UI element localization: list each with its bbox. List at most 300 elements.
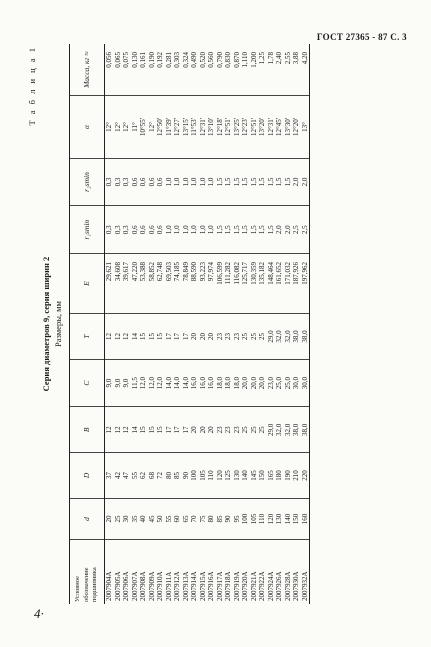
table-cell: 125: [224, 452, 233, 498]
table-cell: 1,5: [215, 205, 224, 253]
table-cell: 2007920A: [240, 570, 249, 601]
table-cell: 2007906A: [121, 570, 130, 601]
table-cell: 25: [258, 313, 267, 359]
table-cell: 65: [181, 498, 190, 539]
col-header-mass: Масса, кг ≈: [69, 44, 104, 96]
table-cell: 12°20': [292, 95, 301, 157]
table-cell: 105: [198, 452, 207, 498]
table-cell: 1,5: [224, 205, 233, 253]
table-cell: 187,926: [292, 253, 301, 313]
table-cell: 2,40: [275, 44, 284, 96]
table-cell: 1,0: [181, 205, 190, 253]
table-cell: 30,0: [292, 359, 301, 407]
table-cell: 165: [266, 452, 275, 498]
table-cell: 2,55: [283, 44, 292, 96]
table-cell: 116,082: [232, 253, 241, 313]
table-cell: 15: [156, 407, 165, 453]
table-cell: 12°31': [266, 95, 275, 157]
table-cell: 38,0: [300, 407, 309, 453]
table-cell: 50: [156, 498, 165, 539]
table-cell: 1,5: [249, 158, 258, 206]
table-cell: 1,0: [173, 158, 182, 206]
table-cell: 16,0: [207, 359, 216, 407]
table-cell: 13°15': [181, 95, 190, 157]
table-cell: 25: [249, 313, 258, 359]
table-header-row: [69, 44, 104, 604]
table-row: [249, 44, 258, 604]
table-cell: 32,0: [283, 313, 292, 359]
table-cell: 0,6: [147, 205, 156, 253]
table-cell: 25: [249, 407, 258, 453]
table-cell: 17: [164, 313, 173, 359]
col-header-T: T: [69, 313, 104, 359]
table-cell: 120: [215, 452, 224, 498]
table-cell: 1,5: [232, 205, 241, 253]
sizes-title: Размеры, мм: [52, 300, 63, 347]
table-cell: 0,3: [122, 205, 131, 253]
table-cell: 72: [156, 452, 165, 498]
table-cell: 2007922A: [257, 570, 266, 601]
table-cell: 12°18': [215, 95, 224, 157]
table-cell: 1,0: [207, 158, 216, 206]
table-cell: 2007904A: [104, 570, 113, 601]
table-label: Т а б л и ц а 1: [26, 45, 37, 126]
table-cell: 12: [104, 407, 113, 453]
table-cell: 14,0: [173, 359, 182, 407]
table-cell: 1,0: [190, 205, 199, 253]
table-cell: 2,0: [300, 158, 309, 206]
table-cell: 68: [147, 452, 156, 498]
table-cell: 3,88: [292, 44, 301, 96]
table-cell: 12°: [122, 95, 131, 157]
table-cell: 1,5: [258, 158, 267, 206]
table-cell: 0,192: [156, 44, 165, 96]
table-cell: 220: [300, 452, 309, 498]
table-cell: 12,0: [139, 359, 148, 407]
table-cell: 12: [122, 407, 131, 453]
table-cell: 145: [249, 452, 258, 498]
table-cell: 17: [173, 407, 182, 453]
table-cell: 0,161: [139, 44, 148, 96]
table-cell: 47: [122, 452, 131, 498]
table-cell: 0,3: [104, 205, 113, 253]
table-row: [181, 44, 190, 604]
table-cell: 1,200: [249, 44, 258, 96]
table-cell: 20: [198, 407, 207, 453]
table-cell: 97,974: [207, 253, 216, 313]
table-cell: 9,0: [104, 359, 113, 407]
table-cell: 1,0: [198, 205, 207, 253]
table-cell: 58,852: [147, 253, 156, 313]
table-cell: 60: [173, 498, 182, 539]
scan-mark: 4·: [34, 606, 44, 621]
table-cell: 130: [232, 452, 241, 498]
table-cell: 0,303: [173, 44, 182, 96]
table-cell: 25: [258, 407, 267, 453]
table-cell: 20: [207, 407, 216, 453]
table-cell: 25,0: [283, 359, 292, 407]
table-cell: 34,608: [113, 253, 122, 313]
table-cell: 23: [224, 407, 233, 453]
table-cell: 2007917A: [215, 570, 223, 601]
table-cell: 45: [147, 498, 156, 539]
table-cell: 1,0: [164, 158, 173, 206]
table-cell: 12: [113, 407, 122, 453]
table-cell: 23: [215, 407, 224, 453]
table-row: [207, 44, 216, 604]
table-cell: 16,0: [198, 359, 207, 407]
table-row: [147, 44, 156, 604]
col-header-designation: Условное обозначение подшипника: [69, 539, 104, 603]
table-row: [198, 44, 207, 604]
table-cell: 1,0: [164, 205, 173, 253]
table-cell: 2007918A: [223, 570, 232, 601]
table-cell: 32,0: [275, 407, 284, 453]
table-cell: 2007915A: [198, 570, 206, 601]
table-cell: 12°27': [173, 95, 182, 157]
table-cell: 17: [164, 407, 173, 453]
table-cell: 90: [224, 498, 233, 539]
table-cell: 1,5: [249, 205, 258, 253]
table-cell: 210: [292, 452, 301, 498]
table-cell: 38,0: [292, 313, 301, 359]
table-cell: 135,182: [258, 253, 267, 313]
table-cell: 18,0: [232, 359, 241, 407]
col-header-alpha: α: [69, 95, 104, 157]
series-title: Серия диаметров 9, серия ширин 2: [40, 256, 51, 391]
table-cell: 1,5: [215, 158, 224, 206]
bearing-dimensions-table: [69, 44, 310, 604]
table-cell: 10°55': [139, 95, 148, 157]
table-cell: 161,652: [275, 253, 284, 313]
table-cell: 0,6: [147, 158, 156, 206]
table-cell: 0,3: [113, 158, 122, 206]
table-cell: 9,0: [122, 359, 131, 407]
table-cell: 12°: [147, 95, 156, 157]
table-cell: 32,0: [275, 313, 284, 359]
table-cell: 80: [164, 452, 173, 498]
table-cell: 1,5: [258, 205, 267, 253]
table-cell: 2007907A: [130, 570, 138, 601]
table-cell: 1,0: [198, 158, 207, 206]
table-cell: 12: [113, 313, 122, 359]
table-cell: 110: [207, 452, 216, 498]
table-cell: 74,185: [173, 253, 182, 313]
table-row: [173, 44, 182, 604]
table-cell: 100: [241, 498, 250, 539]
table-cell: 105: [249, 498, 258, 539]
table-cell: 12°: [104, 95, 113, 157]
table-cell: 40: [139, 498, 148, 539]
table-cell: 0,065: [113, 44, 122, 96]
table-cell: 160: [300, 498, 309, 539]
table-cell: 2007919A: [232, 570, 240, 601]
table-cell: 20,0: [241, 359, 250, 407]
table-row: [241, 44, 250, 604]
table-row: [139, 44, 148, 604]
table-cell: 12: [122, 313, 131, 359]
table-cell: 20: [104, 498, 113, 539]
table-cell: 0,830: [224, 44, 233, 96]
table-cell: 12°51': [224, 95, 233, 157]
table-cell: 0,6: [130, 205, 139, 253]
table-cell: 23: [224, 313, 233, 359]
table-row: [300, 44, 309, 604]
table-cell: 1,5: [275, 158, 284, 206]
table-cell: 2007912A: [172, 570, 181, 601]
table-cell: 85: [173, 452, 182, 498]
table-cell: 12°50': [156, 95, 165, 157]
table-cell: 70: [190, 498, 199, 539]
table-cell: 0,870: [232, 44, 241, 96]
table-row: [275, 44, 284, 604]
table-cell: 90: [181, 452, 190, 498]
table-cell: 32,0: [283, 407, 292, 453]
table-cell: 125,717: [241, 253, 250, 313]
table-cell: 14,0: [181, 359, 190, 407]
table-cell: 13°10': [207, 95, 216, 157]
table-cell: 140: [241, 452, 250, 498]
table-cell: 23,0: [266, 359, 275, 407]
page-header: ГОСТ 27365 - 87 С. 3: [316, 32, 407, 42]
table-cell: 2007916A: [206, 570, 215, 601]
table-cell: 35: [130, 498, 139, 539]
table-cell: 14,0: [164, 359, 173, 407]
table-cell: 12: [104, 313, 113, 359]
table-cell: 95: [232, 498, 241, 539]
table-cell: 0,6: [139, 205, 148, 253]
table-cell: 12°31': [198, 95, 207, 157]
table-cell: 17: [173, 313, 182, 359]
table-cell: 1,5: [232, 158, 241, 206]
col-header-r1smin: r₁smin: [69, 205, 104, 253]
table-cell: 2007908A: [138, 570, 147, 601]
table-cell: 55: [164, 498, 173, 539]
table-cell: 11°53': [190, 95, 199, 157]
table-cell: 13°25': [232, 95, 241, 157]
table-cell: 39,617: [122, 253, 131, 313]
table-cell: 75: [198, 498, 207, 539]
table-cell: 0,6: [156, 205, 165, 253]
col-header-E: E: [69, 253, 104, 313]
table-cell: 78,849: [181, 253, 190, 313]
col-header-r2smin: r₂smin: [69, 158, 104, 206]
table-cell: 13°30': [283, 95, 292, 157]
table-cell: 0,075: [122, 44, 131, 96]
table-body: [104, 44, 309, 604]
table-cell: 1,5: [241, 205, 250, 253]
table-cell: 55: [130, 452, 139, 498]
table-cell: 25: [241, 407, 250, 453]
rotated-table-block: [26, 44, 391, 604]
table-cell: 15: [147, 407, 156, 453]
table-cell: 1,25: [258, 44, 267, 96]
table-cell: 17: [181, 313, 190, 359]
table-cell: 0,281: [164, 44, 173, 96]
table-cell: 15: [139, 313, 148, 359]
table-cell: 0,790: [215, 44, 224, 96]
table-cell: 88,590: [190, 253, 199, 313]
table-cell: 11,5: [130, 359, 139, 407]
table-cell: 130,359: [249, 253, 258, 313]
table-cell: 18,0: [215, 359, 224, 407]
table-cell: 100: [190, 452, 199, 498]
table-cell: 25: [241, 313, 250, 359]
table-cell: 18,0: [224, 359, 233, 407]
table-cell: 0,190: [147, 44, 156, 96]
table-cell: 2007928A: [283, 570, 291, 601]
table-cell: 2007932A: [300, 539, 309, 603]
table-cell: 106,599: [215, 253, 224, 313]
table-cell: 1,5: [266, 158, 275, 206]
table-cell: 29,621: [104, 253, 113, 313]
table-cell: 85: [215, 498, 224, 539]
table-cell: 62,748: [156, 253, 165, 313]
table-cell: 12°23': [241, 95, 250, 157]
table-cell: 1,0: [207, 205, 216, 253]
table-cell: 12,0: [156, 359, 165, 407]
table-cell: 15: [156, 313, 165, 359]
table-cell: 80: [207, 498, 216, 539]
table-row: [266, 44, 275, 604]
col-header-C: C: [69, 359, 104, 407]
table-cell: 13°20': [258, 95, 267, 157]
table-cell: 30,0: [300, 359, 309, 407]
table-cell: 15: [147, 313, 156, 359]
table-cell: 0,6: [130, 158, 139, 206]
table-cell: 9,0: [113, 359, 122, 407]
table-cell: 1,0: [190, 158, 199, 206]
table-cell: 190: [283, 452, 292, 498]
table-cell: 140: [283, 498, 292, 539]
table-cell: 150: [292, 498, 301, 539]
table-cell: 29,0: [266, 313, 275, 359]
table-cell: 0,560: [207, 44, 216, 96]
table-cell: 20: [190, 407, 199, 453]
table-cell: 2007926A: [274, 570, 283, 601]
table-cell: 23: [232, 313, 241, 359]
table-cell: 1,5: [224, 158, 233, 206]
table-cell: 1,0: [181, 158, 190, 206]
table-cell: 2007910A: [155, 570, 164, 601]
table-cell: 2007930A: [291, 570, 300, 601]
table-cell: 12°45': [275, 95, 284, 157]
table-cell: 13°: [300, 95, 309, 157]
table-cell: 0,3: [113, 205, 122, 253]
table-cell: 30: [122, 498, 131, 539]
table-row: [156, 44, 165, 604]
table-cell: 148,464: [266, 253, 275, 313]
table-row: [104, 44, 113, 604]
table-cell: 23: [232, 407, 241, 453]
table-cell: 0,130: [130, 44, 139, 96]
table-cell: 14: [130, 407, 139, 453]
table-cell: 25: [113, 498, 122, 539]
table-cell: 11°: [130, 95, 139, 157]
table-cell: 12,0: [147, 359, 156, 407]
table-cell: 1,0: [173, 205, 182, 253]
table-cell: 0,6: [139, 158, 148, 206]
table-row: [122, 44, 131, 604]
table-cell: 2,0: [292, 158, 301, 206]
table-cell: 180: [275, 452, 284, 498]
table-cell: 23: [215, 313, 224, 359]
table-cell: 0,324: [181, 44, 190, 96]
table-row: [258, 44, 267, 604]
table-cell: 1,110: [241, 44, 250, 96]
table-cell: 2007905A: [113, 570, 121, 601]
table-cell: 0,3: [104, 158, 113, 206]
table-cell: 53,388: [139, 253, 148, 313]
table-cell: 2007914A: [189, 570, 198, 601]
table-cell: 25,0: [275, 359, 284, 407]
table-cell: 2,0: [283, 205, 292, 253]
table-cell: 130: [275, 498, 284, 539]
table-cell: 2,5: [292, 205, 301, 253]
table-cell: 0,520: [198, 44, 207, 96]
table-cell: 2,5: [300, 205, 309, 253]
table-cell: 20: [207, 313, 216, 359]
table-cell: 0,6: [156, 158, 165, 206]
table-cell: 120: [266, 498, 275, 539]
table-cell: 12°: [113, 95, 122, 157]
table-cell: 0,3: [122, 158, 131, 206]
table-cell: 14: [130, 313, 139, 359]
table-cell: 2007909A: [147, 570, 155, 601]
table-cell: 20,0: [258, 359, 267, 407]
table-cell: 38,0: [292, 407, 301, 453]
table-cell: 171,032: [283, 253, 292, 313]
table-cell: 38,0: [300, 313, 309, 359]
table-row: [283, 44, 292, 604]
table-row: [292, 44, 301, 604]
table-row: [190, 44, 199, 604]
col-header-D: D: [69, 452, 104, 498]
table-cell: 20: [190, 313, 199, 359]
table-cell: 110: [258, 498, 267, 539]
table-row: [232, 44, 241, 604]
table-cell: 197,962: [300, 253, 309, 313]
table-cell: 16,0: [190, 359, 199, 407]
table-cell: 69,503: [164, 253, 173, 313]
table-row: [130, 44, 139, 604]
table-cell: 2007921A: [249, 570, 257, 601]
table-cell: 1,5: [283, 158, 292, 206]
table-cell: 0,490: [190, 44, 199, 96]
table-cell: 2,0: [275, 205, 284, 253]
table-cell: 62: [139, 452, 148, 498]
table-cell: 42: [113, 452, 122, 498]
table-cell: 20,0: [249, 359, 258, 407]
table-row: [224, 44, 233, 604]
table-cell: 29,0: [266, 407, 275, 453]
table-cell: 47,220: [130, 253, 139, 313]
table-cell: 1,5: [241, 158, 250, 206]
table-row: [215, 44, 224, 604]
col-header-B: B: [69, 407, 104, 453]
table-cell: 111,282: [224, 253, 233, 313]
table-cell: 20: [198, 313, 207, 359]
table-cell: 2007911A: [164, 571, 172, 601]
table-cell: 1,78: [266, 44, 275, 96]
table-cell: 12°51': [249, 95, 258, 157]
table-cell: 2007913A: [181, 570, 189, 601]
table-cell: 4,20: [300, 44, 309, 96]
table-cell: 0,056: [104, 44, 113, 96]
table-cell: 37: [104, 452, 113, 498]
table-cell: 11°39': [164, 95, 173, 157]
table-cell: 2007924A: [266, 570, 274, 601]
